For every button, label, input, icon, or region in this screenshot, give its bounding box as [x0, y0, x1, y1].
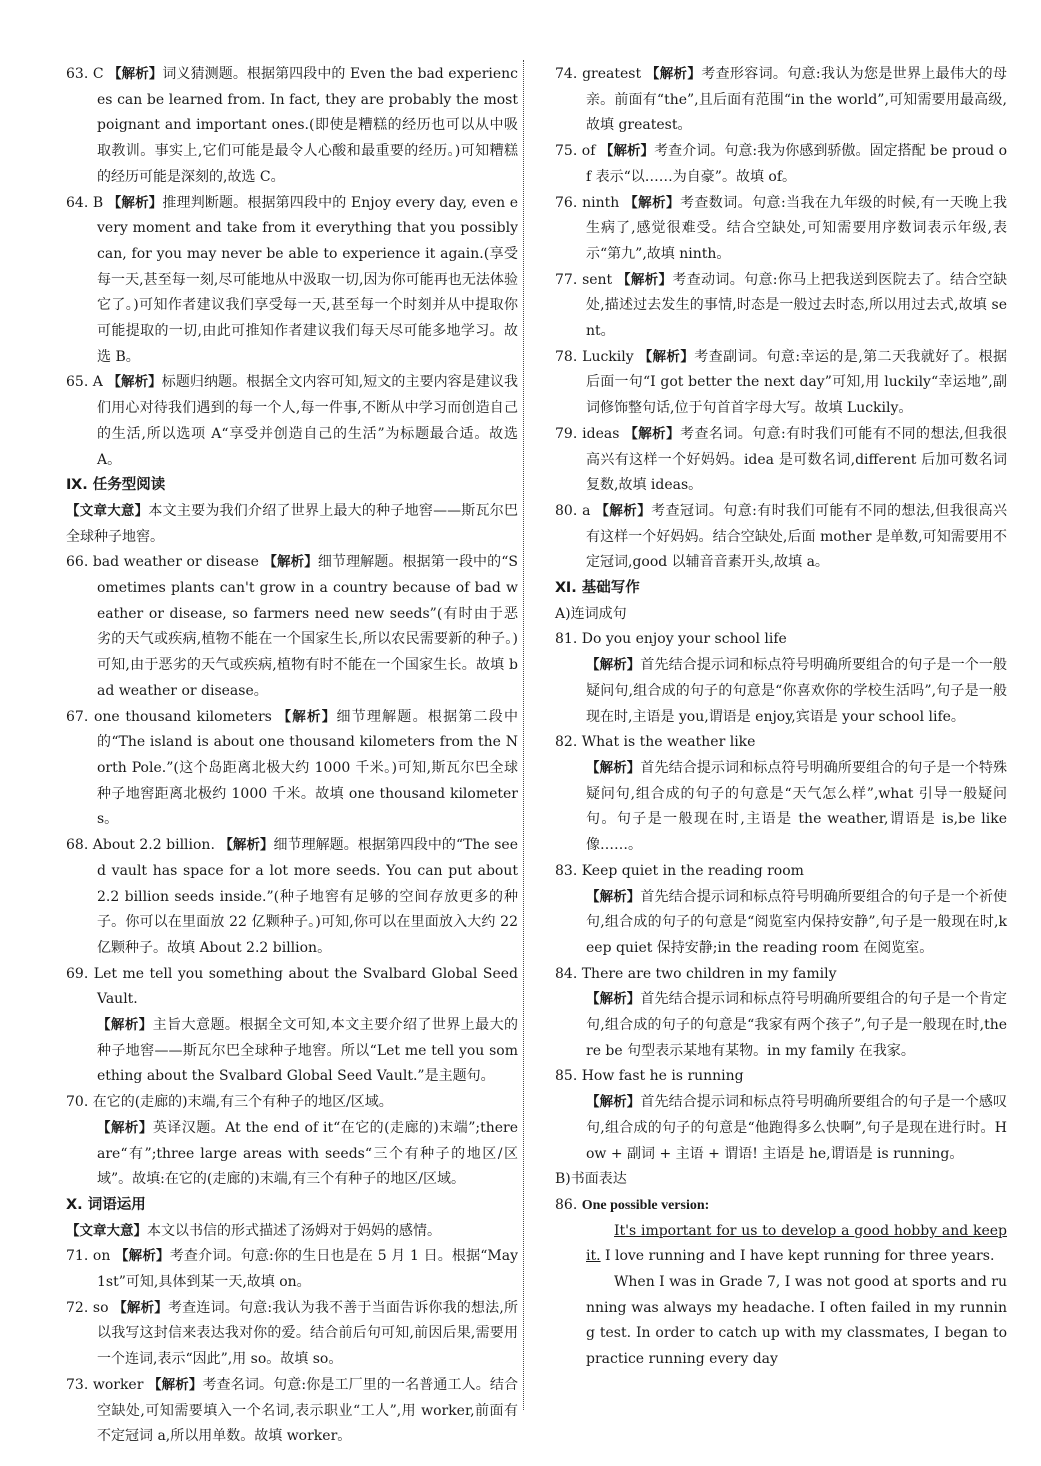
subsection-a: A)连词成句: [555, 605, 627, 622]
answer-67: 67. one thousand kilometers 【解析】细节理解题。根据第二段中的“The island is about one thousand kilometers from the North Pole.”(这个岛距离北极大约 1000 千米。)可知,斯瓦尔巴全球种子地窖距离北极约 1000 千米。故填 one thousand kilometers。: [66, 708, 519, 828]
answer-66: 66. bad weather or disease 【解析】细节理解题。根据第一段中的“Sometimes plants can't grow in a country because of bad weather or disease, so farmers need new seeds”(有时由于恶劣的天气或疾病,植物不能在一个国家生长,所以农民需要新的种子。)可知,由于恶劣的天气或疾病,植物有时不能在一个国家生长。故填 bad weather or disease。: [66, 554, 519, 699]
subsection-b: B)书面表达: [555, 1171, 627, 1188]
answer-73: 73. worker 【解析】考查名词。句意:你是工厂里的一名普通工人。结合空缺处,可知需要填入一个名词,表示职业“工人”,用 worker,前面有不定冠词 a,所以用单数。故填 worker。: [66, 1376, 519, 1445]
answer-82: 82. What is the weather like 【解析】首先结合提示词和标点符号明确所要组合的句子是一个特殊疑问句,组合成的句子的句意是“天气怎么样”,what 引导一般疑问句。句子是一般现在时,主语是 the weather,谓语是 is,be like 像……。: [555, 734, 1008, 854]
summary-9: 【文章大意】本文主要为我们介绍了世界上最大的种子地窖——斯瓦尔巴全球种子地窖。: [66, 502, 519, 545]
answer-72: 72. so 【解析】考查连词。句意:我认为我不善于当面告诉你我的想法,所以我写这封信来表达我对你的爱。结合前后句可知,前因后果,需要用一个连词,表示“因此”,用 so。故填 so。: [66, 1299, 519, 1368]
answer-74: 74. greatest 【解析】考查形容词。句意:我认为您是世界上最伟大的母亲。前面有“the”,且后面有范围“in the world”,可知需要用最高级,故填 greatest。: [555, 66, 1008, 134]
answer-78: 78. Luckily 【解析】考查副词。句意:幸运的是,第二天我就好了。根据后面一句“I got better the next day”可知,用 luckily“幸运地”,副词修饰整句话,位于句首首字母大写。故填 Luckily。: [555, 348, 1008, 417]
answer-65: 65. A 【解析】标题归纳题。根据全文内容可知,短文的主要内容是建议我们用心对待我们遇到的每一个人,每一件事,不断从中学习而创造自己的生活,所以选项 A“享受并创造自己的生活”为标题最合适。故选 A。: [66, 374, 519, 468]
essay-paragraph-2: When I was in Grade 7, I was not good at sports and running was always my headache. I often failed in my running test. In order to catch up with my classmates, I began to practice running every day: [586, 1274, 1007, 1368]
answer-85: 85. How fast he is running 【解析】首先结合提示词和标点符号明确所要组合的句子是一个感叹句,组合成的句子的句意是“他跑得多么快啊”,句子是现在进行时。How + 副词 + 主语 + 谓语! 主语是 he,谓语是 is running。: [555, 1068, 1008, 1162]
answer-77: 77. sent 【解析】考查动词。句意:你马上把我送到医院去了。结合空缺处,描述过去发生的事情,时态是一般过去时态,所以用过去式,故填 sent。: [555, 271, 1008, 340]
answer-80: 80. a 【解析】考查冠词。句意:有时我们可能有不同的想法,但我很高兴有这样一个好妈妈。结合空缺处,后面 mother 是单数,可知需要用不定冠词,good 以辅音音素开头,故填 a。: [555, 502, 1008, 571]
answer-70: 70. 在它的(走廊的)末端,有三个有种子的地区/区域。 【解析】英译汉题。At the end of it“在它的(走廊的)末端”;there are“有”;three large areas with seeds“三个有种子的地区/区域”。故填:在它的(走廊的)末端,有三个有种子的地区/区域。: [66, 1094, 518, 1188]
answer-79: 79. ideas 【解析】考查名词。句意:有时我们可能有不同的想法,但我很高兴有这样一个好妈妈。idea 是可数名词,different 后加可数名词复数,故填 ideas。: [555, 425, 1008, 494]
answer-63: 63. C 【解析】词义猜测题。根据第四段中的 Even the bad experiences can be learned from. In fact, they are probably the most poignant and important ones.(即使是糟糕的经历也可以从中吸取教训。事实上,它们可能是最令人心酸和最重要的经历。)可知糟糕的经历可能是深刻的,故选 C。: [66, 66, 519, 185]
answer-76: 76. ninth 【解析】考查数词。句意:当我在九年级的时候,有一天晚上我生病了,感觉很难受。结合空缺处,可知需要用序数词表示年级,表示“第九”,故填 ninth。: [555, 194, 1008, 262]
sample-essay: [555, 1219, 1007, 1373]
left-column: [66, 62, 518, 1450]
answer-71: 71. on 【解析】考查介词。句意:你的生日也是在 5 月 1 日。根据“May 1st”可知,具体到某一天,故填 on。: [66, 1248, 519, 1291]
section-heading-11: Ⅺ. 基础写作: [555, 580, 640, 597]
summary-10: 【文章大意】本文以书信的形式描述了汤姆对于妈妈的感情。: [66, 1222, 441, 1239]
answer-68: 68. About 2.2 billion. 【解析】细节理解题。根据第四段中的“The seed vault has space for a lot more seeds. You can put about 2.2 billion seeds inside.”(种子地窖有足够的空间存放更多的种子。你可以在里面放 22 亿颗种子。)可知,你可以在里面放入大约 22 亿颗种子。故填 About 2.2 billion。: [66, 837, 518, 956]
answer-81: 81. Do you enjoy your school life 【解析】首先结合提示词和标点符号明确所要组合的句子是一个一般疑问句,组合成的句子的句意是“你喜欢你的学校生活吗”,句子是一般现在时,主语是 you,谓语是 enjoy,宾语是 your school life。: [555, 631, 1008, 725]
answer-69: 69. Let me tell you something about the Svalbard Global Seed Vault. 【解析】主旨大意题。根据全文可知,本文主要介绍了世界上最大的种子地窖——斯瓦尔巴全球种子地窖。所以“Let me tell you something about the Svalbard Global Seed Vault.”是主题句。: [66, 965, 518, 1085]
column-divider: [523, 60, 524, 1410]
answer-83: 83. Keep quiet in the reading room 【解析】首先结合提示词和标点符号明确所要组合的句子是一个祈使句,组合成的句子的句意是“阅览室内保持安静”,句子是一般现在时,keep quiet 保持安静;in the reading room 在阅览室。: [555, 862, 1008, 956]
section-heading-10: Ⅹ. 词语运用: [66, 1196, 146, 1213]
right-column: [555, 62, 1007, 1373]
answer-75: 75. of 【解析】考查介词。句意:我为你感到骄傲。固定搭配 be proud of 表示“以……为自豪”。故填 of。: [555, 143, 1008, 185]
answer-84: 84. There are two children in my family 【解析】首先结合提示词和标点符号明确所要组合的句子是一个肯定句,组合成的句子的句意是“我家有两个孩子”,句子是一般现在时,there be 句型表示某地有某物。in my family 在我家。: [555, 965, 1008, 1059]
answer-86: 86. One possible version:: [555, 1196, 710, 1213]
essay-paragraph-1: It's important for us to develop a good hobby and keep it. I love running and I have kept running for three years.: [586, 1222, 1007, 1265]
answer-64: 64. B 【解析】推理判断题。根据第四段中的 Enjoy every day, even every moment and take from it everything that you possibly can, for you may never be able to experience it again.(享受每一天,甚至每一刻,尽可能地从中汲取一切,因为你可能再也无法体验它了。)可知作者建议我们享受每一天,甚至每一个时刻并从中提取你可能提取的一切,由此可推知作者建议我们每天尽可能多地学习。故选 B。: [66, 194, 519, 365]
section-heading-9: Ⅸ. 任务型阅读: [66, 477, 166, 494]
